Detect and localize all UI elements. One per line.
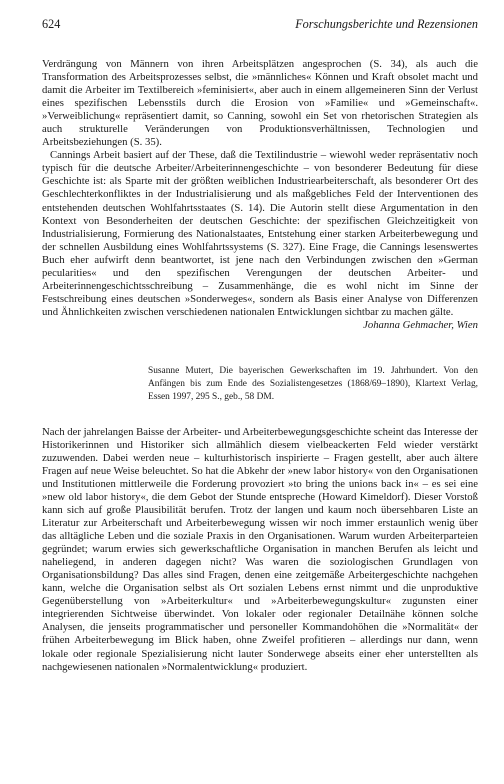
running-head: Forschungsberichte und Rezensionen <box>295 17 478 31</box>
book-citation: Susanne Mutert, Die bayerischen Gewerkschaften im 19. Jahrhundert. Von den Anfängen bis zum Ende des Sozialistengesetzes (1868/69–1890), Klartext Verlag, Essen 1997, 295 S., geb., 58 DM. <box>148 365 478 402</box>
second-review <box>42 365 478 674</box>
page-header <box>42 16 478 32</box>
first-review <box>42 58 478 332</box>
review-paragraph-1: Verdrängung von Männern von ihren Arbeitsplätzen angesprochen (S. 34), als auch die Transformation des Arbeitsprozesses selbst, die »männliches« Können und Kraft obsolet macht und damit die Arbeiter im Textilbereich »feminisiert«, aber auch in einem allgemeineren Sinn der Verlust eines spezifischen Lebensstils durch die Erosion von »Familie« und »Gemeinschaft«. »Verweiblichung« repräsentiert damit, so Canning, sowohl ein Set von rhetorischen Strategien als auch strukturelle Veränderungen von Produktionsverhältnissen, Technologien und Arbeitsbeziehungen (S. 35). <box>42 58 478 149</box>
review-body: Nach der jahrelangen Baisse der Arbeiter- und Arbeiterbewegungsgeschichte scheint das Interesse der Historikerinnen und Historiker sich allmählich diesem vielbeackerten Feld wieder verstärkt zuzuwenden. Dabei werden neue – kulturhistorisch inspirierte – Fragen gestellt, aber auch ältere Fragen auf neue Weise beleuchtet. So hat die Abkehr der »new labor history« von den Organisationen und Institutionen mittlerweile die Forderung provoziert »to bring the unions back in« – es sei eine »new old labor history«, die dem Gebot der Stunde entspreche (Howard Kimeldorf). Dieser Vorstoß kann sich auf große Plausibilität berufen. Trotz der langen und kaum noch übersehbaren Liste an Literatur zur Arbeiterschaft und Arbeiterbewegung wissen wir noch immer erstaunlich wenig über das alltägliche Leben und die soziale Praxis in den Organisationen. Warum wurden Arbeiterparteien gegründet; warum erwies sich gewerkschaftliche Organisation in manchen Berufen als leicht und naheliegend, in anderen dagegen nicht? Was waren die soziologischen Grundlagen von Organisationsbildung? Das alles sind Fragen, denen eine zeitgemäße Arbeitergeschichte nachgehen kann, welche die Organisation selbst als Ort sozialen Lebens ernst nimmt und die unproduktive Gegenüberstellung von »Arbeiterkultur« und »Arbeiterbewegungskultur« zugunsten einer integrierenden Sichtweise überwindet. Von lokaler oder regionaler Detailnähe können solche Analysen, die jenseits programmatischer und personeller Kommandohöhen die »Normalität« der frühen Arbeiterbewegung im Blick haben, ohne Zweifel profitieren – allerdings nur dann, wenn lokale oder regionale Spezialisierung nicht lauter Sonderwege abseits einer eher unterstellten als nachgewiesenen nationalen »Normalentwicklung« produziert. <box>42 425 478 673</box>
reviewer-signature: Johanna Gehmacher, Wien <box>363 318 478 331</box>
page-number: 624 <box>42 17 61 31</box>
review-paragraph-2: Cannings Arbeit basiert auf der These, daß die Textilindustrie – wiewohl weder repräsentativ noch typisch für die deutsche Arbeiter/Arbeiterinnengeschichte – von besonderer Bedeutung für diese Geschichte ist: als Sparte mit der größten weiblichen Industriearbeiterschaft, als besonderer Ort des Geschlechterkonfliktes in der Industrialisierung und als maßgebliches Feld der Interventionen des entstehenden deutschen Wohlfahrtsstaates (S. 14). Die Autorin stellt diese Argumentation in den Kontext von Besonderheiten der deutschen Geschichte: der spezifischen Gleichzeitigkeit von Industrialisierung, Formierung des Nationalstaates, Entstehung einer starken Arbeiterbewegung und der schnellen Ausbildung eines Wohlfahrtssystems (S. 327). Eine Frage, die Cannings lesenswertes Buch eher aufwirft denn beantwortet, ist jene nach den Verbindungen zwischen den »German pecularities« und den spezifischen Verengungen der deutschen Arbeiter- und Arbeiterinnengeschichtsschreibung – Zusammenhänge, die es wohl nicht im Sinne der Festschreibung eines deutschen »Sonderweges«, sondern als Basis einer Analyse von Differenzen und Ähnlichkeiten zwischen verschiedenen nationalen Entwicklungen sichtbar zu machen gälte. <box>42 149 478 318</box>
